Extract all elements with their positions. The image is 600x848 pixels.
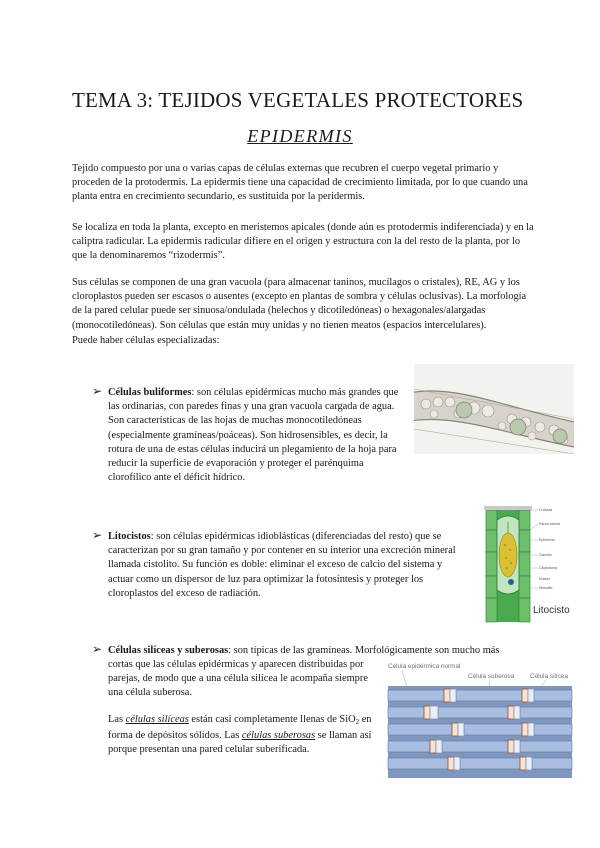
text-litocistos: : son células epidérmicas idioblásticas (diferenciadas del resto) que se caracterizan por su gran tamaño y por contener en su interior una excreción mineral llamada cistolito. Su función es doble: eliminar el exceso de calcio del sistema y actuar como un dispersor de luz para optimizar la fotosíntesis y proteger los cloroplastos del exceso de radiación. [108,531,456,599]
bullet-siliceas-first-line [108,644,548,658]
callout-nucleo: Núcleo [539,577,551,581]
callout-pared: Pared celular [539,522,561,526]
term-buliformes: Células buliformes [108,387,192,398]
callout-mesofilo: Mesófilo [539,586,553,590]
term-celulas-suberosas: células suberosas [241,730,316,742]
buliform-leaf-micrograph [414,364,574,454]
term-litocistos: Litocistos [108,531,151,542]
callout-cistolito: Cistolito [539,553,552,557]
text-fragment: se llaman así porque presentan una pared celular suberificada. [108,730,372,756]
label-celula-normal: Célula epidérmica normal [388,663,461,670]
page-title: TEMA 3: TEJIDOS VEGETALES PROTECTORES [72,88,524,112]
litocisto-diagram [478,500,570,626]
bullet-siliceas-body: cortas que las células epidérmicas y aparecen distribuidas por parejas, de modo que a una célula silícea le acompaña siempre una célula suberosa. [108,659,368,699]
bullet-marker: ➢ [92,384,103,398]
bullet-litocistos [108,530,458,601]
litocisto-label: Litocisto [533,605,570,616]
text-fragment: están casi completamente llenas de SiO [188,714,356,725]
text-fragment: Las [108,714,126,725]
callout-epidermis: Epidermis [539,538,555,542]
paragraph-cells: Sus células se componen de una gran vacuola (para almacenar taninos, mucílagos o cristales), RE, AG y los cloroplastos pueden ser escasos o ausentes (excepto en plantas de sombra y células oclusivas). La morfología de la pared celular puede ser sinuosa/ondulada (helechos y dicotiledóneas) o hexagonales/alargadas (monocotiledóneas). Son células que están muy unidas y no tienen meatos (espacios intercelulares). [72,277,527,331]
term-celulas-siliceas: células silíceas [125,714,189,725]
bullet-buliformes [108,386,408,485]
bullet-marker: ➢ [92,642,103,656]
bullet-marker: ➢ [92,528,103,542]
section-title: EPIDERMIS [247,126,353,146]
paragraph-siliceas-suberosas [108,713,376,758]
paragraph-specialized: Puede haber células especializadas: [72,335,220,346]
label-celula-silicea: Célula silícea [530,673,569,680]
term-siliceas-suberosas: Células silíceas y suberosas [108,645,229,656]
silica-cork-cells-diagram [386,660,574,780]
text-siliceas-top: : son típicas de las gramíneas. Morfológicamente son mucho más [228,645,500,656]
paragraph-definition: Tejido compuesto por una o varias capas de células externas que recubren el cuerpo vegetal primario y proceden de la protodermis. La epidermis tiene una capacidad de crecimiento limitada, por lo que cuando una planta entra en crecimiento secundario, es sustituida por la peridermis. [72,163,528,203]
subscript: 2 [355,718,360,726]
text-buliformes: : son células epidérmicas mucho más grandes que las ordinarias, con paredes finas y una gran vacuola cargada de agua. Son características de las hojas de muchas monocotiledóneas (especialmente gramíneas/poáceas). Son hidrosensibles, es decir, la rotura de una de estas células inducirá un plegamiento de la hoja para reducir la superficie de evaporación y proteger el parénquima clorofílico ante el déficit hídrico. [108,387,399,484]
paragraph-location: Se localiza en toda la planta, excepto en meristemos apicales (donde aún es protodermis indiferenciada) y en la caliptra radicular. La epidermis radicular difiere en el origen y estructura con la del resto de la planta, por lo que la denominaremos “rizodermis”. [72,222,534,262]
text-fragment: en forma de depósitos sólidos. Las [108,714,372,742]
callout-citoplasma: Citoplasma [539,566,557,570]
label-celula-suberosa: Célula suberosa [468,673,515,680]
callout-cuticula: Cutícula [539,508,553,512]
